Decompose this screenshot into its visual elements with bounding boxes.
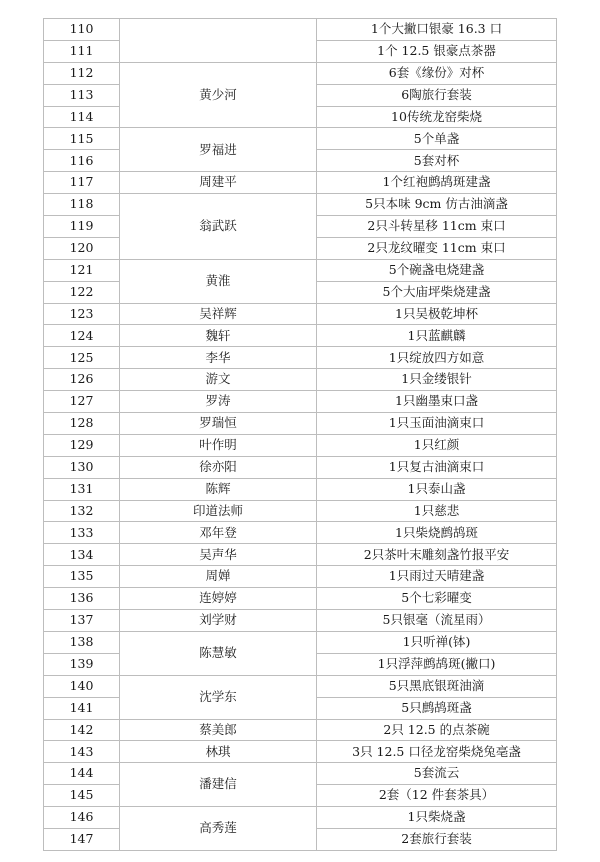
table-row xyxy=(44,128,557,150)
table-row xyxy=(44,194,557,216)
row-number: 143 xyxy=(44,741,120,763)
donor-name: 徐亦阳 xyxy=(120,456,317,478)
donor-name: 连婷婷 xyxy=(120,588,317,610)
row-number: 145 xyxy=(44,785,120,807)
row-number: 121 xyxy=(44,259,120,281)
gift-item: 5只本味 9cm 仿古油滴盏 xyxy=(317,194,557,216)
gift-item: 1只金缕银针 xyxy=(317,369,557,391)
row-number: 139 xyxy=(44,653,120,675)
gift-item: 1只复古油滴束口 xyxy=(317,456,557,478)
gift-item: 1只慈悲 xyxy=(317,500,557,522)
row-number: 112 xyxy=(44,62,120,84)
donor-name: 魏轩 xyxy=(120,325,317,347)
donor-name: 翁武跃 xyxy=(120,194,317,260)
donor-name: 黄淮 xyxy=(120,259,317,303)
donor-name: 刘学财 xyxy=(120,610,317,632)
gift-item: 1只吴极乾坤杯 xyxy=(317,303,557,325)
row-number: 128 xyxy=(44,413,120,435)
table-row xyxy=(44,347,557,369)
donor-name: 吴声华 xyxy=(120,544,317,566)
donor-name: 高秀莲 xyxy=(120,807,317,851)
table-row xyxy=(44,631,557,653)
row-number: 118 xyxy=(44,194,120,216)
row-number: 135 xyxy=(44,566,120,588)
donor-name: 沈学东 xyxy=(120,675,317,719)
donor-name: 罗瑞恒 xyxy=(120,413,317,435)
row-number: 117 xyxy=(44,172,120,194)
gift-item: 1只雨过天晴建盏 xyxy=(317,566,557,588)
row-number: 123 xyxy=(44,303,120,325)
gift-item: 1只红颜 xyxy=(317,434,557,456)
row-number: 132 xyxy=(44,500,120,522)
gift-item: 5只鹧鸪斑盏 xyxy=(317,697,557,719)
donor-name: 陈慧敏 xyxy=(120,631,317,675)
row-number: 131 xyxy=(44,478,120,500)
gift-item: 6套《缘份》对杯 xyxy=(317,62,557,84)
donor-name: 林琪 xyxy=(120,741,317,763)
row-number: 137 xyxy=(44,610,120,632)
table-row xyxy=(44,719,557,741)
donor-name: 周婵 xyxy=(120,566,317,588)
table-row xyxy=(44,763,557,785)
table-row xyxy=(44,566,557,588)
row-number: 147 xyxy=(44,828,120,850)
donor-name: 邓年登 xyxy=(120,522,317,544)
gift-item: 1只柴烧鹧鸪斑 xyxy=(317,522,557,544)
table-row xyxy=(44,172,557,194)
gift-item: 10传统龙窑柴烧 xyxy=(317,106,557,128)
row-number: 136 xyxy=(44,588,120,610)
gift-item: 5个七彩曜变 xyxy=(317,588,557,610)
row-number: 138 xyxy=(44,631,120,653)
donor-name: 陈辉 xyxy=(120,478,317,500)
row-number: 126 xyxy=(44,369,120,391)
gift-item: 5只黑底银斑油滴 xyxy=(317,675,557,697)
row-number: 119 xyxy=(44,216,120,238)
donor-name: 罗福进 xyxy=(120,128,317,172)
donation-table xyxy=(43,18,557,851)
row-number: 115 xyxy=(44,128,120,150)
row-number: 134 xyxy=(44,544,120,566)
table-row xyxy=(44,19,557,41)
row-number: 130 xyxy=(44,456,120,478)
donor-name: 蔡美郎 xyxy=(120,719,317,741)
gift-item: 5个碗盏电烧建盏 xyxy=(317,259,557,281)
donor-name: 潘建信 xyxy=(120,763,317,807)
gift-item: 5个单盏 xyxy=(317,128,557,150)
table-row xyxy=(44,259,557,281)
gift-item: 5个大庙坪柴烧建盏 xyxy=(317,281,557,303)
donor-name: 黄少河 xyxy=(120,62,317,128)
table-row xyxy=(44,434,557,456)
gift-item: 2只龙纹曜变 11cm 束口 xyxy=(317,237,557,259)
table-row xyxy=(44,456,557,478)
table-row xyxy=(44,413,557,435)
row-number: 113 xyxy=(44,84,120,106)
gift-item: 1个大撇口银豪 16.3 口 xyxy=(317,19,557,41)
row-number: 124 xyxy=(44,325,120,347)
row-number: 116 xyxy=(44,150,120,172)
row-number: 146 xyxy=(44,807,120,829)
row-number: 140 xyxy=(44,675,120,697)
gift-item: 1个红袍鹧鸪斑建盏 xyxy=(317,172,557,194)
donor-name: 罗涛 xyxy=(120,391,317,413)
gift-item: 2只 12.5 的点茶碗 xyxy=(317,719,557,741)
table-row xyxy=(44,741,557,763)
donor-name: 李华 xyxy=(120,347,317,369)
table-row xyxy=(44,303,557,325)
gift-item: 5套流云 xyxy=(317,763,557,785)
table-row xyxy=(44,544,557,566)
donor-name: 叶作明 xyxy=(120,434,317,456)
row-number: 125 xyxy=(44,347,120,369)
donor-name: 印道法师 xyxy=(120,500,317,522)
table-row xyxy=(44,522,557,544)
donor-name xyxy=(120,19,317,63)
row-number: 120 xyxy=(44,237,120,259)
table-row xyxy=(44,325,557,347)
row-number: 111 xyxy=(44,40,120,62)
row-number: 114 xyxy=(44,106,120,128)
table-row xyxy=(44,62,557,84)
table-row xyxy=(44,588,557,610)
gift-item: 1只蓝麒麟 xyxy=(317,325,557,347)
gift-item: 2只茶叶末雕刻盏竹报平安 xyxy=(317,544,557,566)
table-row xyxy=(44,391,557,413)
gift-item: 2只斗转星移 11cm 束口 xyxy=(317,216,557,238)
table-row xyxy=(44,610,557,632)
gift-item: 6陶旅行套装 xyxy=(317,84,557,106)
table-row xyxy=(44,807,557,829)
gift-item: 2套旅行套装 xyxy=(317,828,557,850)
table-row xyxy=(44,478,557,500)
row-number: 129 xyxy=(44,434,120,456)
row-number: 142 xyxy=(44,719,120,741)
row-number: 127 xyxy=(44,391,120,413)
table-row xyxy=(44,675,557,697)
gift-item: 1只泰山盏 xyxy=(317,478,557,500)
gift-item: 5套对杯 xyxy=(317,150,557,172)
gift-item: 1只听禅(钵) xyxy=(317,631,557,653)
row-number: 110 xyxy=(44,19,120,41)
table-row xyxy=(44,500,557,522)
donation-table-body xyxy=(44,19,557,851)
donor-name: 吴祥辉 xyxy=(120,303,317,325)
gift-item: 1只浮萍鹧鸪斑(撇口) xyxy=(317,653,557,675)
gift-item: 1只幽墨束口盏 xyxy=(317,391,557,413)
donor-name: 周建平 xyxy=(120,172,317,194)
gift-item: 1个 12.5 银豪点茶器 xyxy=(317,40,557,62)
gift-item: 1只柴烧盏 xyxy=(317,807,557,829)
row-number: 122 xyxy=(44,281,120,303)
table-row xyxy=(44,369,557,391)
row-number: 133 xyxy=(44,522,120,544)
donor-name: 游文 xyxy=(120,369,317,391)
row-number: 144 xyxy=(44,763,120,785)
gift-item: 1只绽放四方如意 xyxy=(317,347,557,369)
gift-item: 3只 12.5 口径龙窑柴烧兔亳盏 xyxy=(317,741,557,763)
gift-item: 1只玉面油滴束口 xyxy=(317,413,557,435)
gift-item: 5只银毫（流星雨） xyxy=(317,610,557,632)
row-number: 141 xyxy=(44,697,120,719)
gift-item: 2套（12 件套茶具） xyxy=(317,785,557,807)
